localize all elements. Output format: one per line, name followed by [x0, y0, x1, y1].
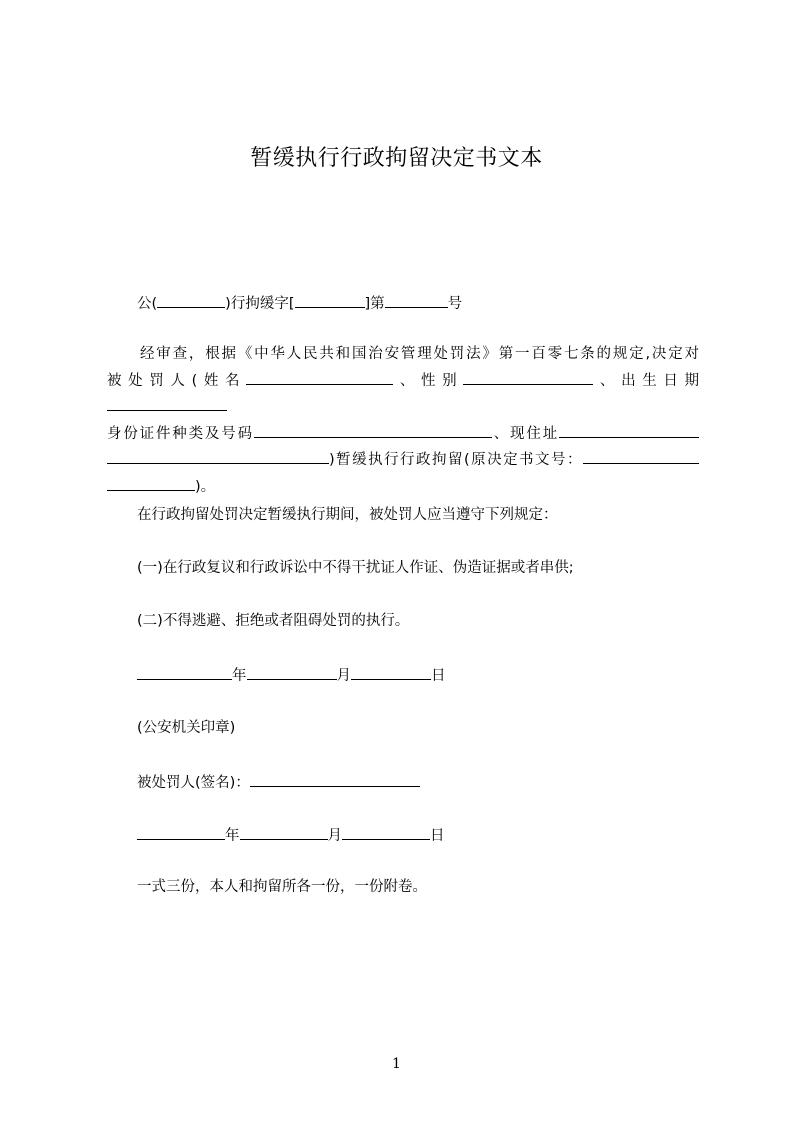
document-title: 暂缓执行行政拘留决定书文本: [250, 146, 543, 171]
gender-field[interactable]: [463, 369, 593, 385]
day-field[interactable]: [351, 664, 431, 680]
signature-line: 被处罚人(签名)：: [137, 771, 420, 793]
reference-number-line: 公( )行拘缓字[ ]第 号: [137, 292, 462, 314]
name-field[interactable]: [246, 369, 393, 385]
id-number-field[interactable]: [254, 422, 492, 438]
rules-intro: 在行政拘留处罚决定暂缓执行期间，被处罚人应当遵守下列规定：: [137, 507, 558, 523]
decision-line-4: )暂缓执行行政拘留(原决定书文号：: [107, 447, 699, 474]
signature-field[interactable]: [250, 771, 420, 787]
month-field[interactable]: [247, 664, 337, 680]
decision-line-3: 身份证件种类及号码 、现住址: [107, 421, 699, 448]
day-field[interactable]: [342, 824, 430, 840]
month-field[interactable]: [240, 824, 328, 840]
decision-line-5: )。: [107, 474, 699, 501]
decision-paragraph: [107, 341, 699, 500]
blank-field[interactable]: [295, 292, 365, 308]
copies-note: 一式三份，本人和拘留所各一份，一份附卷。: [137, 879, 427, 895]
year-field[interactable]: [137, 824, 225, 840]
original-decision-number-field[interactable]: [583, 448, 699, 464]
address-field[interactable]: [559, 422, 699, 438]
year-field[interactable]: [137, 664, 232, 680]
decision-line-2: 被处罚人(姓名 、性别 、出生日期: [107, 368, 699, 421]
blank-field[interactable]: [157, 292, 225, 308]
blank-field[interactable]: [385, 292, 448, 308]
birth-date-field[interactable]: [107, 395, 227, 411]
seal-label: (公安机关印章): [137, 720, 236, 736]
date-line-1: 年 月 日: [137, 664, 446, 686]
original-decision-number-field-cont[interactable]: [107, 475, 195, 491]
address-field-cont[interactable]: [107, 448, 329, 464]
rule-2: (二)不得逃避、拒绝或者阻碍处罚的执行。: [137, 613, 410, 629]
page-number: 1: [392, 1056, 401, 1072]
date-line-2: 年 月 日: [137, 824, 445, 846]
decision-line-1: 经审查，根据《中华人民共和国治安管理处罚法》第一百零七条的规定,决定对: [140, 346, 699, 362]
rule-1: (一)在行政复议和行政诉讼中不得干扰证人作证、伪造证据或者串供;: [137, 560, 574, 576]
